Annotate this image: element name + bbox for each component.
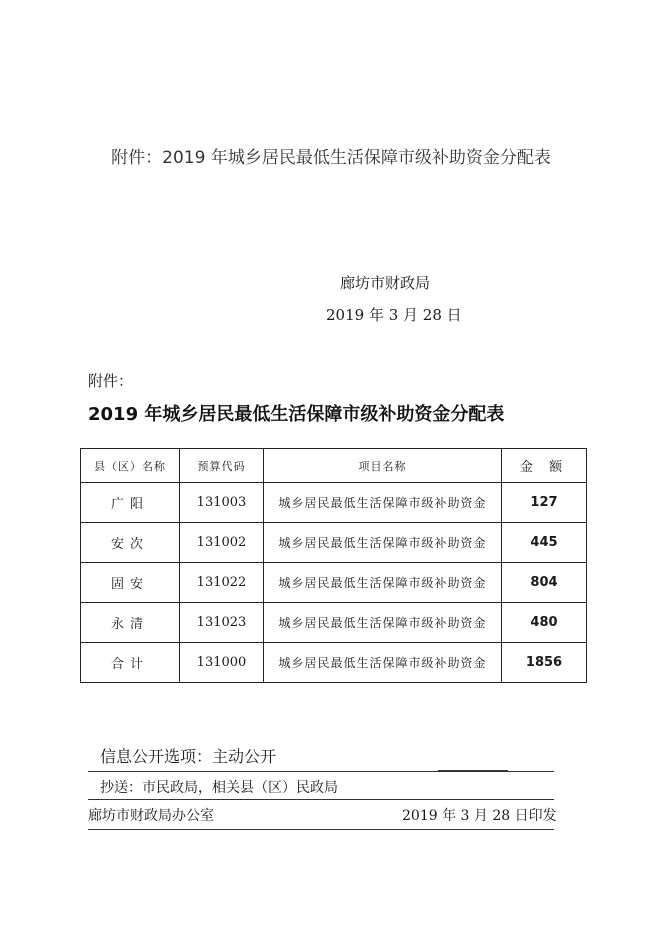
print-date: 2019 年 3 月 28 日印发: [402, 808, 557, 824]
issuer-name: 廊坊市财政局: [340, 274, 431, 292]
amount-cell: 127: [502, 483, 587, 523]
table-row: [81, 483, 587, 523]
code-cell: 131000: [180, 643, 264, 683]
county-cell: 合计: [81, 643, 180, 683]
header-county: 县（区）名称: [81, 449, 180, 483]
amount-cell: 445: [502, 523, 587, 563]
amount-cell: 804: [502, 563, 587, 603]
item-cell: 城乡居民最低生活保障市级补助资金: [264, 643, 502, 683]
code-cell: 131002: [180, 523, 264, 563]
issue-date: 2019 年 3 月 28 日: [326, 306, 462, 324]
table-row: [81, 603, 587, 643]
amount-cell: 480: [502, 603, 587, 643]
attachment-label: 附件：: [88, 372, 134, 390]
disclosure-option: 信息公开选项：主动公开: [100, 747, 277, 766]
divider-bottom: [88, 829, 554, 830]
item-cell: 城乡居民最低生活保障市级补助资金: [264, 483, 502, 523]
county-cell: 广阳: [81, 483, 180, 523]
divider-middle: [88, 799, 554, 800]
item-cell: 城乡居民最低生活保障市级补助资金: [264, 523, 502, 563]
table-header-row: [81, 449, 587, 483]
table-row: [81, 523, 587, 563]
issuing-office: 廊坊市财政局办公室: [88, 808, 214, 824]
code-cell: 131003: [180, 483, 264, 523]
code-cell: 131022: [180, 563, 264, 603]
document-heading: 附件：2019 年城乡居民最低生活保障市级补助资金分配表: [111, 148, 551, 168]
divider-top: [88, 771, 554, 772]
allocation-table: [80, 448, 587, 683]
table-row: [81, 563, 587, 603]
header-budget-code: 预算代码: [180, 449, 264, 483]
cc-line: 抄送：市民政局，相关县（区）民政局: [100, 780, 338, 796]
table-title: 2019 年城乡居民最低生活保障市级补助资金分配表: [88, 404, 505, 425]
header-amount: 金 额: [502, 449, 587, 483]
code-cell: 131023: [180, 603, 264, 643]
header-item-name: 项目名称: [264, 449, 502, 483]
item-cell: 城乡居民最低生活保障市级补助资金: [264, 603, 502, 643]
county-cell: 安次: [81, 523, 180, 563]
county-cell: 固安: [81, 563, 180, 603]
table-row-total: [81, 643, 587, 683]
county-cell: 永清: [81, 603, 180, 643]
item-cell: 城乡居民最低生活保障市级补助资金: [264, 563, 502, 603]
amount-cell: 1856: [502, 643, 587, 683]
